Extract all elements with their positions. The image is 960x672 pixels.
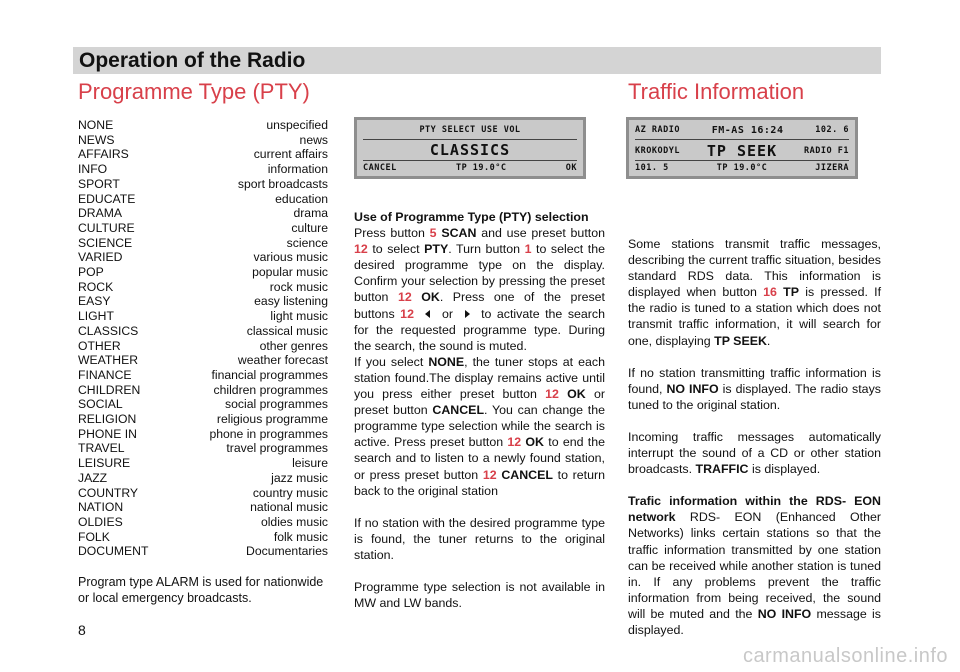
watermark: carmanualsonline.info <box>742 645 948 667</box>
cancel-label: CANCEL <box>432 403 485 418</box>
pty-description: children programmes <box>213 382 328 397</box>
pty-code: SPORT <box>78 176 120 191</box>
pty-description: popular music <box>252 265 328 280</box>
pty-display-main: CLASSICS <box>429 141 511 159</box>
traffic-display-r1-center: FM-AS 16:24 <box>711 125 784 136</box>
button-ref-12: 12 <box>354 242 368 257</box>
text-span: message is displayed. <box>628 606 881 637</box>
pty-code: COUNTRY <box>78 485 139 500</box>
pty-code: OLDIES <box>78 514 123 529</box>
pty-code: FOLK <box>78 529 110 544</box>
traffic-display-r2-center: TP SEEK <box>706 142 778 160</box>
pty-description: news <box>299 132 328 147</box>
pty-description: financial programmes <box>211 367 328 382</box>
pty-display-ok: OK <box>565 163 577 173</box>
pty-row <box>78 530 328 545</box>
alarm-note: Program type ALARM is used for nationwide or local emergency broadcasts. <box>78 575 324 605</box>
text-span: to select the desired programme type on the display. Confirm your selection by pressing the preset button <box>354 242 606 305</box>
ok-label: OK <box>421 290 440 305</box>
traffic-display <box>626 117 858 179</box>
pty-code: CULTURE <box>78 220 135 235</box>
pty-description: rock music <box>269 279 328 294</box>
traffic-display-r2-left: KROKODYL <box>635 146 680 156</box>
pty-description: jazz music <box>271 470 328 485</box>
pty-description: drama <box>293 206 328 221</box>
pty-code: NATION <box>78 500 124 515</box>
pty-row <box>78 353 328 368</box>
pty-row <box>78 441 328 456</box>
traffic-text <box>628 236 881 654</box>
pty-not-found-text: If no station with the desired programme type is found, the tuner returns to the original station. <box>354 515 605 562</box>
text-span: or <box>442 306 454 321</box>
ok-label: OK <box>567 387 586 402</box>
text-span: Some stations transmit traffic messages, describing the current traffic situation, besides standard RDS data. This information is displayed when button <box>628 237 881 300</box>
pty-code: POP <box>78 265 104 280</box>
button-ref-5: 5 <box>429 226 437 241</box>
pty-row <box>78 309 328 324</box>
text-span: . You can change the programme type selection while the search is active. Press preset button <box>354 403 605 450</box>
pty-row <box>78 265 328 280</box>
text-span: . Turn button <box>448 242 521 257</box>
pty-description: weather forecast <box>237 353 328 368</box>
pty-row <box>78 280 328 295</box>
pty-row <box>78 427 328 442</box>
traffic-display-r2-right: RADIO F1 <box>804 146 849 156</box>
pty-code: NONE <box>78 118 114 132</box>
pty-code: AFFAIRS <box>78 147 129 162</box>
text-span: RDS- EON (Enhanced Other Networks) links certain stations so that the traffic information transmitted by one station can be received while another station is tuned in. If any problems prevent the traffic information from being received, the sound will be muted and the <box>628 510 881 621</box>
pty-code: LIGHT <box>78 309 114 324</box>
no-info-label: NO INFO <box>666 381 719 396</box>
pty-row <box>78 397 328 412</box>
text-span: Press button <box>354 226 425 241</box>
pty-row <box>78 324 328 339</box>
pty-code: DOCUMENT <box>78 544 149 559</box>
pty-row <box>78 221 328 236</box>
pty-code: RELIGION <box>78 412 137 427</box>
pty-display-cancel: CANCEL <box>363 163 397 173</box>
pty-description: culture <box>291 220 328 235</box>
text-span: to end the search and to listen to a newly found station, or press preset button <box>354 435 605 482</box>
pty-code: ROCK <box>78 279 114 294</box>
traffic-label: TRAFFIC <box>695 462 749 477</box>
pty-description: information <box>267 162 328 177</box>
text-span: and use preset button <box>481 226 605 241</box>
traffic-display-r1-left: AZ RADIO <box>635 125 680 135</box>
pty-description: social programmes <box>225 397 328 412</box>
text-span: to return back to the original station <box>354 467 606 498</box>
button-ref-12: 12 <box>507 435 522 450</box>
pty-code: LEISURE <box>78 456 131 471</box>
pty-description: travel programmes <box>226 441 328 456</box>
pty-description: science <box>286 235 328 250</box>
pty-code: EDUCATE <box>78 191 136 206</box>
pty-row <box>78 412 328 427</box>
pty-row <box>78 544 328 559</box>
no-info-label: NO INFO <box>757 606 812 621</box>
pty-code: WEATHER <box>78 353 139 368</box>
cancel-label: CANCEL <box>501 467 553 482</box>
text-span: to select <box>372 242 420 257</box>
pty-row <box>78 339 328 354</box>
pty-description: unspecified <box>266 118 328 132</box>
pty-description: folk music <box>273 529 328 544</box>
pty-row <box>78 471 328 486</box>
text-span: , the tuner stops at each station found.The display remains active until you press either preset button <box>354 354 605 402</box>
pty-code: SOCIAL <box>78 397 123 412</box>
button-ref-16: 16 <box>763 285 777 300</box>
pty-selection-heading: Use of Programme Type (PTY) selection <box>354 210 589 224</box>
tp-seek-label: TP SEEK <box>714 333 767 348</box>
pty-row <box>78 250 328 265</box>
page-header-title: Operation of the Radio <box>79 49 306 72</box>
pty-display-top: PTY SELECT USE VOL <box>419 125 521 135</box>
tp-label: TP <box>783 285 799 300</box>
pty-description: Documentaries <box>246 544 328 559</box>
pty-display <box>354 117 586 179</box>
text-span: . <box>766 333 771 348</box>
arrow-right-icon <box>465 310 470 318</box>
pty-code: INFO <box>78 162 108 177</box>
pty-row <box>78 147 328 162</box>
pty-row <box>78 118 328 133</box>
button-ref-12: 12 <box>482 467 497 482</box>
pty-row <box>78 515 328 530</box>
text-span: . Press one of the preset buttons <box>354 290 605 321</box>
pty-label: PTY <box>424 242 449 257</box>
none-label: NONE <box>428 354 465 369</box>
pty-code: SCIENCE <box>78 235 133 250</box>
text-span: is displayed. <box>751 462 821 477</box>
pty-description: country music <box>252 485 328 500</box>
pty-display-temp: TP 19.0°C <box>455 163 507 173</box>
page-number: 8 <box>78 622 86 638</box>
button-ref-12: 12 <box>545 387 559 402</box>
pty-selection-text <box>354 209 605 627</box>
text-span: If no station transmitting traffic information is found, <box>628 365 881 396</box>
pty-code: PHONE IN <box>78 426 137 441</box>
pty-code: FINANCE <box>78 367 132 382</box>
pty-code: EASY <box>78 294 111 309</box>
pty-description: easy listening <box>254 294 328 309</box>
pty-list <box>78 118 328 559</box>
pty-description: classical music <box>246 323 328 338</box>
pty-description: various music <box>253 250 328 265</box>
header-bar <box>73 47 881 74</box>
eon-heading: Trafic information within the RDS- EON network <box>628 494 881 525</box>
pty-description: sport broadcasts <box>237 176 328 191</box>
pty-row <box>78 486 328 501</box>
pty-row <box>78 162 328 177</box>
pty-code: OTHER <box>78 338 121 353</box>
traffic-display-r3-left: 101. 5 <box>635 163 669 173</box>
traffic-display-r3-right: JIZERA <box>815 163 849 173</box>
pty-description: other genres <box>259 338 328 353</box>
pty-row <box>78 294 328 309</box>
pty-description: education <box>275 191 328 206</box>
traffic-display-r3-center: TP 19.0°C <box>716 163 768 173</box>
pty-description: oldies music <box>260 514 328 529</box>
pty-description: light music <box>270 309 328 324</box>
ok-label: OK <box>525 435 544 450</box>
section-title-traffic: Traffic Information <box>628 79 805 104</box>
pty-code: TRAVEL <box>78 441 125 456</box>
pty-row <box>78 177 328 192</box>
text-span: If you select <box>354 354 424 369</box>
pty-description: religious programme <box>216 412 328 427</box>
pty-row <box>78 192 328 207</box>
button-ref-1: 1 <box>524 242 532 257</box>
pty-code: NEWS <box>78 132 115 147</box>
text-span: is displayed. The radio stays tuned to the original station. <box>628 381 881 412</box>
pty-row <box>78 500 328 515</box>
button-ref-12: 12 <box>397 290 412 305</box>
pty-code: CHILDREN <box>78 382 141 397</box>
section-title-pty: Programme Type (PTY) <box>78 79 310 104</box>
pty-code: DRAMA <box>78 206 123 221</box>
pty-row <box>78 456 328 471</box>
text-span: Incoming traffic messages automatically interrupt the sound of a CD or other station broadcasts. <box>628 429 881 477</box>
pty-description: current affairs <box>253 147 328 162</box>
pty-row <box>78 133 328 148</box>
pty-description: national music <box>250 500 328 515</box>
button-ref-12: 12 <box>400 306 414 321</box>
pty-description: phone in programmes <box>209 426 328 441</box>
arrow-left-icon <box>425 310 430 318</box>
scan-label: SCAN <box>441 226 477 241</box>
text-span: to activate the search for the requested programme type. During the search, the sound is muted. <box>354 306 606 353</box>
text-span: is pressed. If the radio is tuned to a station which does not transmit traffic information, it will search for one, displaying <box>628 285 882 348</box>
traffic-display-r1-right: 102. 6 <box>815 125 849 135</box>
pty-description: leisure <box>292 456 328 471</box>
pty-row <box>78 236 328 251</box>
pty-code: CLASSICS <box>78 323 139 338</box>
pty-row <box>78 368 328 383</box>
text-span: or preset button <box>354 387 605 418</box>
pty-code: VARIED <box>78 250 123 265</box>
pty-code: JAZZ <box>78 470 108 485</box>
pty-band-note: Programme type selection is not available in MW and LW bands. <box>354 579 605 611</box>
pty-row <box>78 383 328 398</box>
pty-row <box>78 206 328 221</box>
